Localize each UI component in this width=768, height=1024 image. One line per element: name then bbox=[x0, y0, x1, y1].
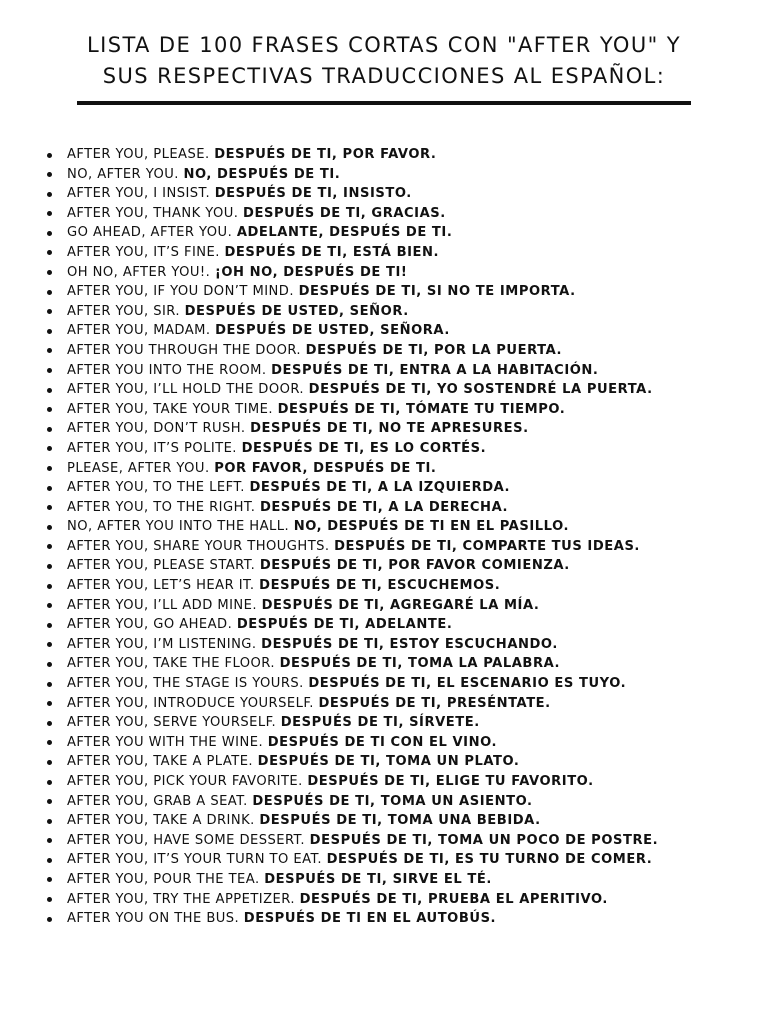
phrase-english: AFTER YOU, SHARE YOUR THOUGHTS. bbox=[67, 538, 330, 554]
phrase-english: AFTER YOU, DON’T RUSH. bbox=[67, 421, 246, 437]
phrase-english: AFTER YOU, TAKE YOUR TIME. bbox=[67, 401, 273, 417]
phrase-english: AFTER YOU, TRY THE APPETIZER. bbox=[67, 891, 295, 907]
phrase-english: AFTER YOU, I INSIST. bbox=[67, 186, 211, 202]
phrase-spanish: DESPUÉS DE USTED, SEÑORA. bbox=[215, 323, 450, 339]
phrase-english: AFTER YOU WITH THE WINE. bbox=[67, 734, 264, 750]
page-title bbox=[30, 30, 738, 92]
list-item bbox=[0, 831, 768, 851]
phrase-english: AFTER YOU INTO THE ROOM. bbox=[67, 362, 267, 378]
phrase-english: AFTER YOU THROUGH THE DOOR. bbox=[67, 342, 302, 358]
phrase-english: AFTER YOU, HAVE SOME DESSERT. bbox=[67, 832, 306, 848]
list-item bbox=[0, 772, 768, 792]
list-item bbox=[0, 654, 768, 674]
phrase-spanish: DESPUÉS DE TI, YO SOSTENDRÉ LA PUERTA. bbox=[308, 382, 653, 398]
phrase-spanish: DESPUÉS DE TI, COMPARTE TUS IDEAS. bbox=[334, 538, 640, 554]
phrase-spanish: DESPUÉS DE TI CON EL VINO. bbox=[267, 734, 498, 750]
list-item bbox=[0, 419, 768, 439]
phrase-english: AFTER YOU, TAKE A PLATE. bbox=[67, 754, 254, 770]
list-item bbox=[0, 615, 768, 635]
phrase-english: AFTER YOU, I’LL ADD MINE. bbox=[67, 597, 257, 613]
phrase-english: AFTER YOU, TO THE LEFT. bbox=[67, 480, 245, 496]
phrase-english: AFTER YOU, PLEASE START. bbox=[67, 558, 256, 574]
phrase-english: AFTER YOU, THE STAGE IS YOURS. bbox=[67, 676, 304, 692]
list-item bbox=[0, 439, 768, 459]
list-item bbox=[0, 694, 768, 714]
phrase-spanish: NO, DESPUÉS DE TI. bbox=[183, 166, 341, 182]
phrase-english: AFTER YOU ON THE BUS. bbox=[67, 911, 240, 927]
phrase-english: AFTER YOU, PICK YOUR FAVORITE. bbox=[67, 774, 303, 789]
phrase-english: GO AHEAD, AFTER YOU. bbox=[67, 225, 233, 241]
phrase-english: AFTER YOU, IF YOU DON’T MIND. bbox=[67, 284, 294, 300]
phrase-english: AFTER YOU, GRAB A SEAT. bbox=[67, 793, 248, 809]
list-item bbox=[0, 596, 768, 616]
phrase-spanish: DESPUÉS DE USTED, SEÑOR. bbox=[184, 303, 409, 319]
phrase-english: AFTER YOU, IT’S YOUR TURN TO EAT. bbox=[67, 852, 322, 868]
list-item bbox=[0, 733, 768, 753]
phrase-spanish: DESPUÉS DE TI, PRESÉNTATE. bbox=[318, 695, 551, 711]
phrase-english: AFTER YOU, IT’S POLITE. bbox=[67, 440, 237, 456]
list-item bbox=[0, 713, 768, 733]
list-item bbox=[0, 635, 768, 655]
phrase-english: AFTER YOU, I’M LISTENING. bbox=[67, 636, 257, 652]
phrase-english: PLEASE, AFTER YOU. bbox=[67, 460, 210, 476]
phrase-spanish: DESPUÉS DE TI, TOMA UN POCO DE POSTRE. bbox=[309, 832, 659, 848]
list-item bbox=[0, 400, 768, 420]
phrase-spanish: DESPUÉS DE TI, TÓMATE TU TIEMPO. bbox=[277, 401, 566, 417]
phrase-spanish: ADELANTE, DESPUÉS DE TI. bbox=[236, 225, 453, 241]
phrase-spanish: DESPUÉS DE TI, TOMA LA PALABRA. bbox=[279, 656, 561, 672]
list-item bbox=[0, 792, 768, 812]
phrase-english: AFTER YOU, TAKE THE FLOOR. bbox=[67, 656, 275, 672]
list-item bbox=[0, 184, 768, 204]
list-item bbox=[0, 752, 768, 772]
list-item bbox=[0, 556, 768, 576]
list-item bbox=[0, 302, 768, 322]
page-title-line-2: SUS RESPECTIVAS TRADUCCIONES AL ESPAÑOL: bbox=[102, 64, 666, 88]
phrase-english: AFTER YOU, I’LL HOLD THE DOOR. bbox=[67, 382, 305, 398]
phrase-spanish: DESPUÉS DE TI, AGREGARÉ LA MÍA. bbox=[261, 597, 540, 613]
phrase-spanish: DESPUÉS DE TI, NO TE APRESURES. bbox=[250, 421, 529, 437]
phrase-spanish: DESPUÉS DE TI, POR FAVOR. bbox=[214, 147, 437, 162]
phrase-list bbox=[0, 145, 768, 929]
phrase-spanish: DESPUÉS DE TI, SI NO TE IMPORTA. bbox=[298, 284, 576, 300]
phrase-spanish: DESPUÉS DE TI, ES LO CORTÉS. bbox=[241, 440, 487, 456]
list-item bbox=[0, 517, 768, 537]
phrase-spanish: POR FAVOR, DESPUÉS DE TI. bbox=[214, 460, 437, 476]
phrase-english: AFTER YOU, INTRODUCE YOURSELF. bbox=[67, 695, 314, 711]
phrase-english: NO, AFTER YOU. bbox=[67, 166, 179, 182]
phrase-spanish: DESPUÉS DE TI, ADELANTE. bbox=[236, 617, 453, 633]
list-item bbox=[0, 361, 768, 381]
phrase-spanish: DESPUÉS DE TI, INSISTO. bbox=[214, 186, 412, 202]
phrase-english: OH NO, AFTER YOU!. bbox=[67, 264, 211, 280]
phrase-spanish: DESPUÉS DE TI, PRUEBA EL APERITIVO. bbox=[299, 891, 608, 907]
phrase-english: AFTER YOU, PLEASE. bbox=[67, 147, 210, 162]
phrase-english: AFTER YOU, GO AHEAD. bbox=[67, 617, 233, 633]
list-item bbox=[0, 811, 768, 831]
phrase-spanish: DESPUÉS DE TI, A LA IZQUIERDA. bbox=[249, 480, 511, 496]
phrase-spanish: DESPUÉS DE TI, SIRVE EL TÉ. bbox=[264, 871, 492, 887]
list-item bbox=[0, 674, 768, 694]
page-title-line-1: LISTA DE 100 FRASES CORTAS CON "AFTER YOU" Y bbox=[87, 33, 681, 57]
list-item bbox=[0, 459, 768, 479]
list-item bbox=[0, 243, 768, 263]
list-item bbox=[0, 870, 768, 890]
phrase-english: AFTER YOU, LET’S HEAR IT. bbox=[67, 578, 255, 594]
phrase-spanish: DESPUÉS DE TI, EL ESCENARIO ES TUYO. bbox=[308, 676, 627, 692]
phrase-spanish: DESPUÉS DE TI, TOMA UN PLATO. bbox=[257, 754, 520, 770]
phrase-spanish: DESPUÉS DE TI, POR FAVOR COMIENZA. bbox=[259, 558, 570, 574]
list-item bbox=[0, 850, 768, 870]
list-item bbox=[0, 204, 768, 224]
phrase-spanish: DESPUÉS DE TI, GRACIAS. bbox=[243, 205, 446, 221]
phrase-spanish: DESPUÉS DE TI, ESTOY ESCUCHANDO. bbox=[261, 636, 558, 652]
list-item bbox=[0, 341, 768, 361]
phrase-spanish: DESPUÉS DE TI EN EL AUTOBÚS. bbox=[243, 911, 497, 927]
list-item bbox=[0, 282, 768, 302]
phrase-english: AFTER YOU, MADAM. bbox=[67, 323, 211, 339]
phrase-english: AFTER YOU, TAKE A DRINK. bbox=[67, 813, 255, 829]
list-item bbox=[0, 223, 768, 243]
phrase-english: AFTER YOU, TO THE RIGHT. bbox=[67, 499, 256, 515]
list-item bbox=[0, 890, 768, 910]
list-item bbox=[0, 909, 768, 929]
phrase-spanish: DESPUÉS DE TI, POR LA PUERTA. bbox=[305, 342, 563, 358]
phrase-spanish: DESPUÉS DE TI, TOMA UNA BEBIDA. bbox=[259, 813, 541, 829]
phrase-spanish: DESPUÉS DE TI, ESCUCHEMOS. bbox=[259, 578, 501, 594]
phrase-spanish: ¡OH NO, DESPUÉS DE TI! bbox=[214, 264, 408, 280]
phrase-english: AFTER YOU, SIR. bbox=[67, 303, 181, 319]
phrase-english: NO, AFTER YOU INTO THE HALL. bbox=[67, 519, 290, 535]
phrase-english: AFTER YOU, SERVE YOURSELF. bbox=[67, 715, 277, 731]
list-item bbox=[0, 478, 768, 498]
phrase-spanish: DESPUÉS DE TI, ES TU TURNO DE COMER. bbox=[326, 852, 653, 868]
phrase-spanish: NO, DESPUÉS DE TI EN EL PASILLO. bbox=[293, 519, 569, 535]
phrase-spanish: DESPUÉS DE TI, ELIGE TU FAVORITO. bbox=[307, 774, 594, 789]
phrase-spanish: DESPUÉS DE TI, SÍRVETE. bbox=[280, 715, 480, 731]
phrase-english: AFTER YOU, IT’S FINE. bbox=[67, 244, 220, 260]
phrase-english: AFTER YOU, POUR THE TEA. bbox=[67, 871, 260, 887]
list-item bbox=[0, 498, 768, 518]
phrase-english: AFTER YOU, THANK YOU. bbox=[67, 205, 239, 221]
phrase-spanish: DESPUÉS DE TI, ESTÁ BIEN. bbox=[224, 244, 440, 260]
list-item bbox=[0, 263, 768, 283]
list-item bbox=[0, 145, 768, 165]
list-item bbox=[0, 537, 768, 557]
list-item bbox=[0, 321, 768, 341]
list-item bbox=[0, 165, 768, 185]
list-item bbox=[0, 380, 768, 400]
list-item bbox=[0, 576, 768, 596]
phrase-spanish: DESPUÉS DE TI, A LA DERECHA. bbox=[260, 499, 509, 515]
phrase-spanish: DESPUÉS DE TI, ENTRA A LA HABITACIÓN. bbox=[271, 362, 599, 378]
title-divider bbox=[77, 101, 691, 105]
phrase-spanish: DESPUÉS DE TI, TOMA UN ASIENTO. bbox=[252, 793, 533, 809]
